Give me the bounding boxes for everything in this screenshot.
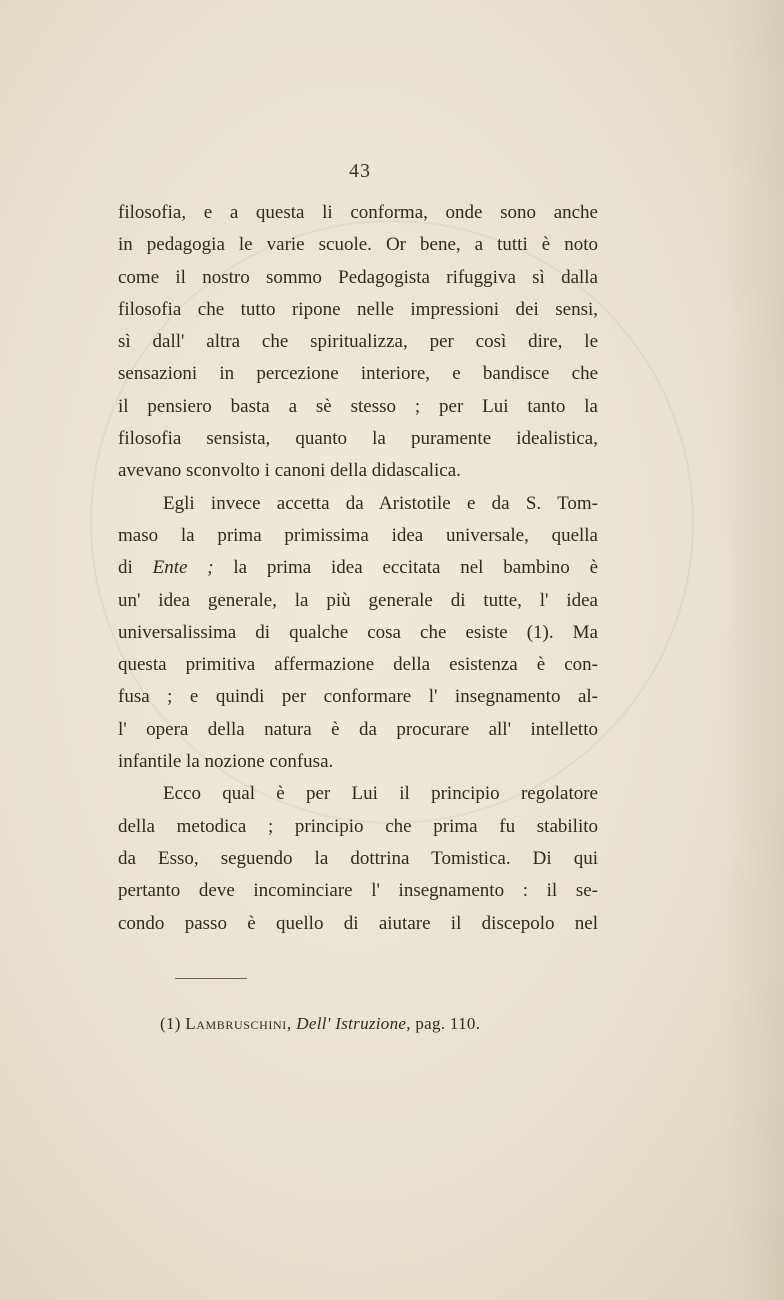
text-line: in pedagogia le varie scuole. Or bene, a tutti è noto <box>118 234 598 256</box>
footnote-marker: (1) <box>160 1014 186 1033</box>
text-line: questa primitiva affermazione della esistenza è con- <box>118 654 598 676</box>
text-line: un' idea generale, la più generale di tutte, l' idea <box>118 589 598 611</box>
footnote <box>160 1014 580 1034</box>
text-line: filosofia, e a questa li conforma, onde sono anche <box>118 202 598 223</box>
text-line: l' opera della natura è da procurare all' intelletto <box>118 718 598 740</box>
text-line: avevano sconvolto i canoni della didascalica. <box>118 460 461 482</box>
text-line <box>118 552 598 584</box>
text-span: di <box>118 557 153 579</box>
page-edge-shadow <box>724 0 784 1300</box>
text-line: universalissima di qualche cosa che esiste (1). Ma <box>118 621 598 643</box>
text-line: il pensiero basta a sè stesso ; per Lui tanto la <box>118 395 598 417</box>
text-line: fusa ; e quindi per conformare l' insegnamento al- <box>118 686 598 708</box>
text-line: infantile la nozione confusa. <box>118 751 334 773</box>
text-line: della metodica ; principio che prima fu stabilito <box>118 815 598 837</box>
text-line: da Esso, seguendo la dottrina Tomistica. Di qui <box>118 847 598 869</box>
footnote-divider <box>175 978 247 979</box>
footnote-title: Dell' Istruzione, <box>296 1014 411 1033</box>
text-line: condo passo è quello di aiutare il discepolo nel <box>118 912 598 934</box>
text-line: Egli invece accetta da Aristotile e da S. Tom- <box>163 492 598 514</box>
text-line: filosofia che tutto ripone nelle impressioni dei sensi, <box>118 298 598 320</box>
text-line: pertanto deve incominciare l' insegnamento : il se- <box>118 880 598 902</box>
text-line: filosofia sensista, quanto la puramente idealistica, <box>118 428 598 450</box>
text-line: maso la prima primissima idea universale, quella <box>118 524 598 546</box>
emphasis-ente: Ente ; <box>152 557 214 579</box>
text-line: sensazioni in percezione interiore, e bandisce che <box>118 363 598 385</box>
page-number: 43 <box>349 160 371 182</box>
text-line: Ecco qual è per Lui il principio regolatore <box>163 783 598 805</box>
text-line: come il nostro sommo Pedagogista rifuggiva sì dalla <box>118 266 598 288</box>
body-text <box>118 197 598 940</box>
footnote-page: pag. 110. <box>415 1014 481 1033</box>
text-span: la prima idea eccitata nel bambino è <box>213 557 598 579</box>
footnote-author: Lambruschini, <box>185 1014 292 1033</box>
text-line: sì dall' altra che spiritualizza, per così dire, le <box>118 331 598 353</box>
